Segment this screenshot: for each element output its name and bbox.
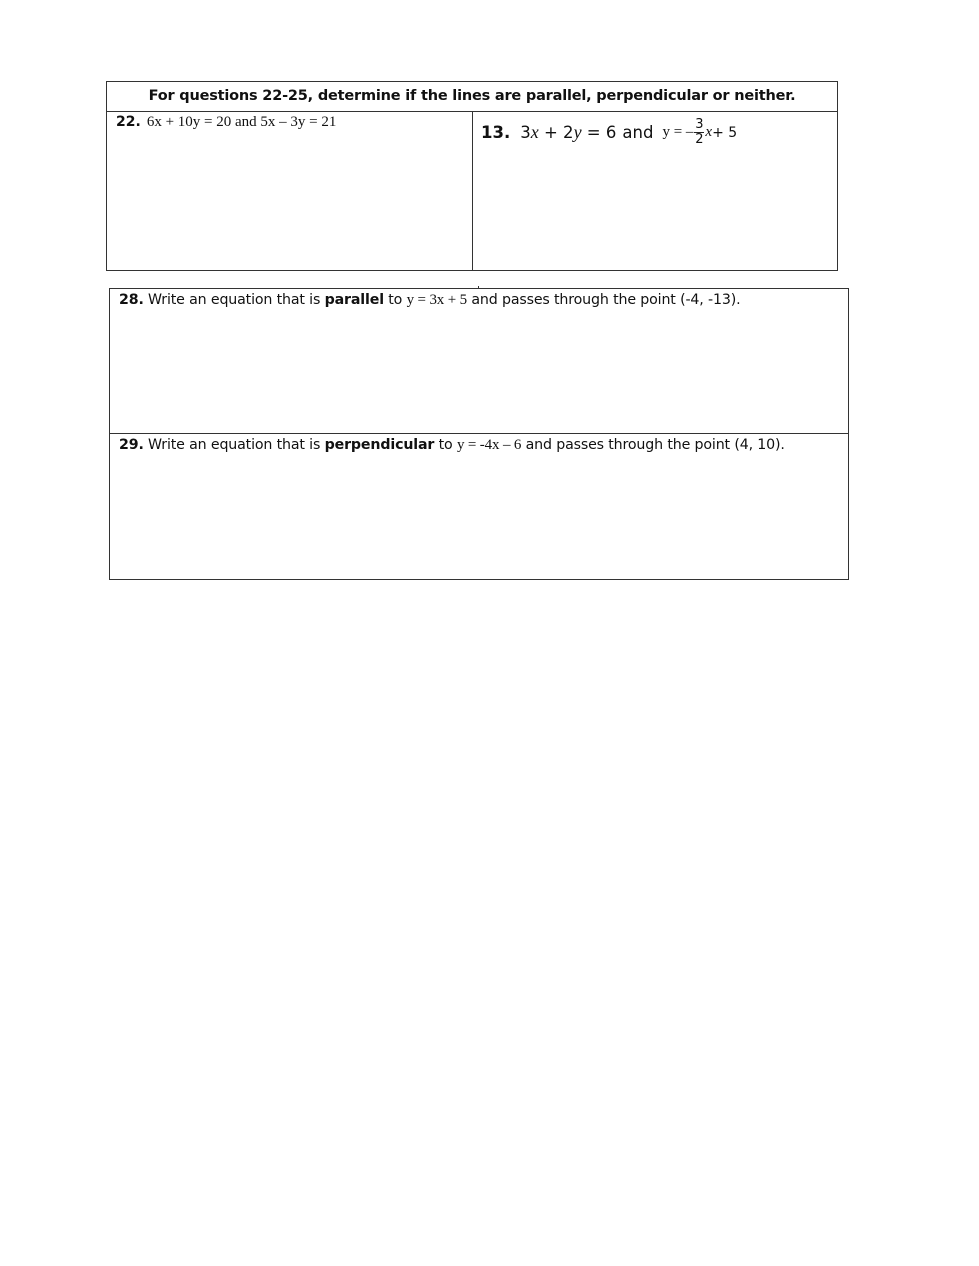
question-cell-13 xyxy=(473,112,837,270)
equation-2 xyxy=(662,118,737,147)
question-cell-22 xyxy=(107,112,473,270)
question-text: Write an equation that is xyxy=(143,437,325,453)
eq2-var-x: x xyxy=(705,124,713,140)
eq-coef: 3 xyxy=(520,123,531,142)
question-text: and passes through the point (4, 10). xyxy=(521,437,785,453)
fraction xyxy=(694,118,704,147)
conjunction: and xyxy=(622,123,654,142)
equation-1 xyxy=(520,122,616,143)
eq-var-x: x xyxy=(530,122,539,142)
question-number: 29. xyxy=(119,437,144,453)
question-table-22-25 xyxy=(106,81,838,271)
question-text: to xyxy=(434,437,457,453)
question-row-28 xyxy=(110,289,848,434)
question-text: and passes through the point (-4, -13). xyxy=(467,292,741,308)
line-equation: y = -4x – 6 xyxy=(456,437,522,453)
question-text: to xyxy=(383,292,407,308)
fraction-numerator: 3 xyxy=(695,117,704,132)
question-number: 13. xyxy=(481,123,511,142)
question-29 xyxy=(119,437,785,454)
question-number: 22. xyxy=(116,114,141,130)
question-22 xyxy=(116,114,336,131)
question-text: Write an equation that is xyxy=(143,292,325,308)
keyword-parallel: parallel xyxy=(324,292,384,308)
question-28 xyxy=(119,292,740,309)
question-number: 28. xyxy=(119,292,144,308)
question-table-28-29 xyxy=(109,288,849,580)
instructions-header: For questions 22-25, determine if the lines are parallel, perpendicular or neither. xyxy=(107,82,837,112)
eq-var-y: y xyxy=(573,122,582,142)
keyword-perpendicular: perpendicular xyxy=(324,437,435,453)
question-equation: 6x + 10y = 20 and 5x – 3y = 21 xyxy=(146,114,337,130)
question-row-29 xyxy=(110,434,848,579)
fraction-denominator: 2 xyxy=(695,132,704,147)
line-equation: y = 3x + 5 xyxy=(406,292,467,308)
question-13 xyxy=(481,118,737,147)
eq2-lhs: y = – xyxy=(662,124,694,140)
eq-op: + 2 xyxy=(538,123,574,142)
eq2-const: + 5 xyxy=(712,124,738,141)
eq-rhs: = 6 xyxy=(581,123,617,142)
